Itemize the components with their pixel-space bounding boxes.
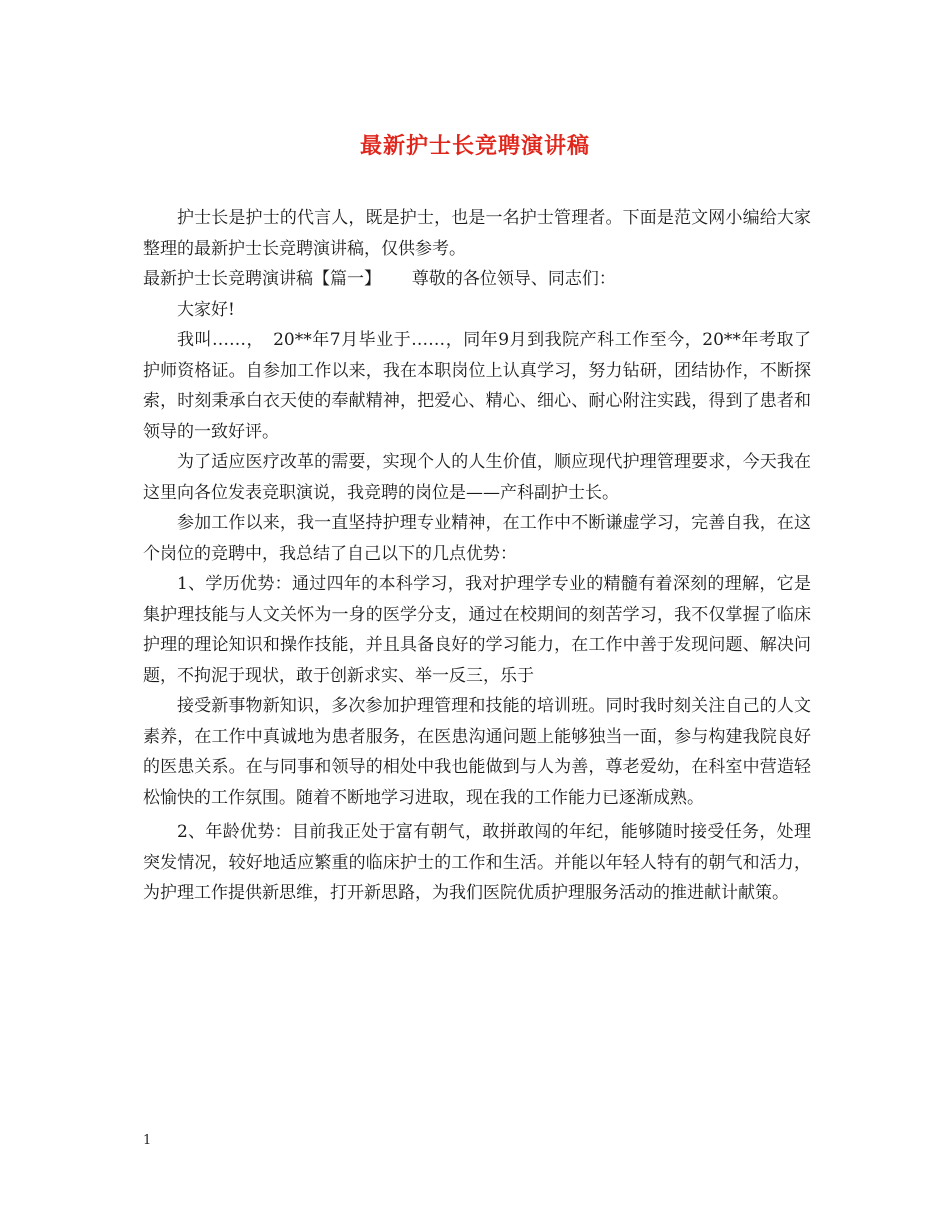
section-heading: 最新护士长竞聘演讲稿【篇一】 尊敬的各位领导、同志们： bbox=[143, 269, 616, 289]
age-advantage-paragraph: 2、年龄优势：目前我正处于富有朝气，敢拼敢闯的年纪，能够随时接受任务，处理突发情况，较好地适应繁重的临床护士的工作和生活。并能以年轻人特有的朝气和活力，为护理工作提供新思维，打开新思路，为我们医院优质护理服务活动的推进献计献策。 bbox=[143, 822, 811, 903]
greeting-paragraph: 大家好! bbox=[177, 299, 235, 320]
self-introduction-paragraph: 我叫……， 20**年7月毕业于……，同年9月到我院产科工作至今，20**年考取了护师资格证。自参加工作以来，我在本职岗位上认真学习，努力钻研，团结协作，不断探索，时刻秉承白衣天使的奉献精神，把爱心、精心、细心、耐心附注实践，得到了患者和领导的一致好评。 bbox=[143, 330, 811, 442]
document-title: 最新护士长竞聘演讲稿 bbox=[359, 133, 590, 159]
document-body bbox=[143, 203, 811, 909]
education-advantage-continued-paragraph: 接受新事物新知识，多次参加护理管理和技能的培训班。同时我时刻关注自己的人文素养，在工作中真诚地为患者服务，在医患沟通问题上能够独当一面，参与构建我院良好的医患关系。在与同事和领导的相处中我也能做到与人为善，尊老爱幼，在科室中营造轻松愉快的工作氛围。随着不断地学习进取，现在我的工作能力已逐渐成熟。 bbox=[143, 696, 811, 808]
intro-paragraph: 护士长是护士的代言人，既是护士，也是一名护士管理者。下面是范文网小编给大家整理的最新护士长竞聘演讲稿，仅供参考。 bbox=[143, 208, 811, 259]
education-advantage-paragraph: 1、学历优势：通过四年的本科学习，我对护理学专业的精髓有着深刻的理解，它是集护理技能与人文关怀为一身的医学分支，通过在校期间的刻苦学习，我不仅掌握了临床护理的理论知识和操作技能，并且具备良好的学习能力，在工作中善于发现问题、解决问题，不拘泥于现状，敢于创新求实、举一反三，乐于 bbox=[143, 574, 811, 686]
purpose-paragraph: 为了适应医疗改革的需要，实现个人的人生价值，顺应现代护理管理要求，今天我在这里向各位发表竞职演说，我竞聘的岗位是——产科副护士长。 bbox=[143, 452, 811, 503]
summary-paragraph: 参加工作以来，我一直坚持护理专业精神，在工作中不断谦虚学习，完善自我，在这个岗位的竞聘中，我总结了自己以下的几点优势： bbox=[143, 513, 811, 564]
page-number: 1 bbox=[143, 1133, 152, 1148]
